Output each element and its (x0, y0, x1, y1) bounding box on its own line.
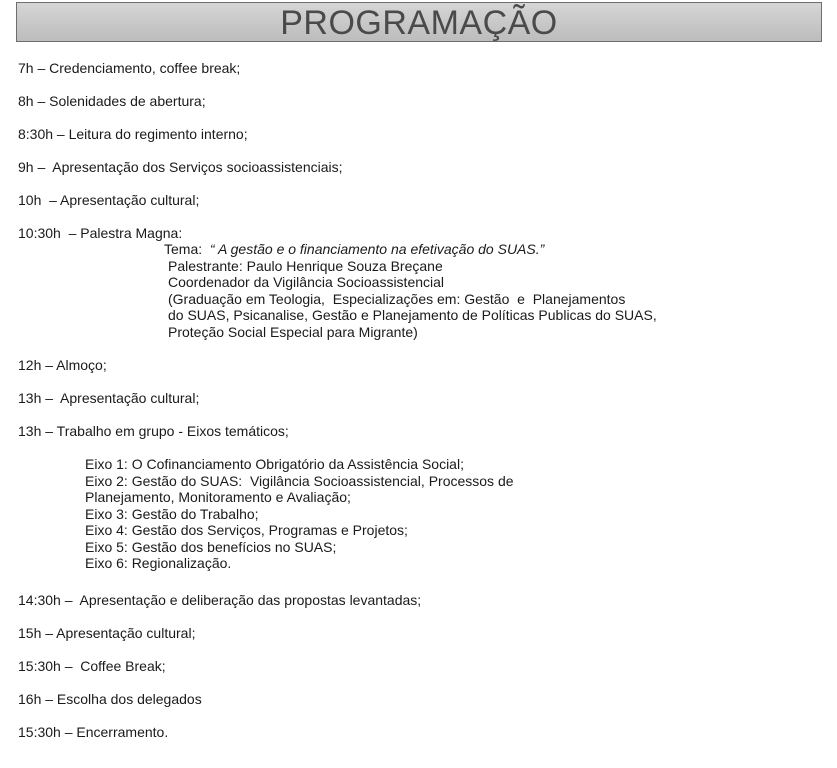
palestra-detail: Palestrante: Paulo Henrique Souza Breçane (168, 258, 443, 274)
schedule-item: 10h – Apresentação cultural; (18, 192, 200, 208)
schedule-item: 13h – Trabalho em grupo - Eixos temáticos; (18, 423, 289, 439)
eixo-item: Eixo 4: Gestão dos Serviços, Programas e Projetos; (85, 522, 408, 538)
eixo-item: Eixo 3: Gestão do Trabalho; (85, 506, 259, 522)
schedule-item: 9h – Apresentação dos Serviços socioassistenciais; (18, 159, 343, 175)
schedule-item: 8:30h – Leitura do regimento interno; (18, 126, 248, 142)
schedule-item: 15:30h – Coffee Break; (18, 658, 166, 674)
palestra-tema (164, 241, 544, 258)
palestra-detail: Proteção Social Especial para Migrante) (168, 324, 418, 340)
schedule-item: 15h – Apresentação cultural; (18, 625, 196, 641)
palestra-detail: do SUAS, Psicanalise, Gestão e Planejamento de Políticas Publicas do SUAS, (168, 307, 657, 323)
schedule-item: 8h – Solenidades de abertura; (18, 93, 206, 109)
header-bar (16, 2, 822, 42)
page-title: PROGRAMAÇÃO (280, 3, 558, 42)
tema-value: “ A gestão e o financiamento na efetivação do SUAS.” (209, 241, 545, 257)
eixo-item: Eixo 5: Gestão dos benefícios no SUAS; (85, 539, 337, 555)
schedule-item: 15:30h – Encerramento. (18, 724, 169, 740)
tema-label: Tema: (164, 241, 210, 257)
eixo-item: Eixo 1: O Cofinanciamento Obrigatório da Assistência Social; (85, 456, 464, 472)
schedule-item: 7h – Credenciamento, coffee break; (18, 60, 241, 76)
schedule-item: 13h – Apresentação cultural; (18, 390, 200, 406)
eixo-item: Eixo 6: Regionalização. (85, 555, 232, 571)
schedule-item: 12h – Almoço; (18, 357, 107, 373)
schedule-item: 10:30h – Palestra Magna: (18, 225, 183, 241)
palestra-detail: Coordenador da Vigilância Socioassistencial (168, 274, 445, 290)
schedule-item: 16h – Escolha dos delegados (18, 691, 202, 707)
eixo-item: Planejamento, Monitoramento e Avaliação; (85, 489, 351, 505)
palestra-detail: (Graduação em Teologia, Especializações em: Gestão e Planejamentos (168, 291, 626, 307)
eixo-item: Eixo 2: Gestão do SUAS: Vigilância Socioassistencial, Processos de (85, 473, 514, 489)
schedule-item: 14:30h – Apresentação e deliberação das propostas levantadas; (18, 592, 422, 608)
